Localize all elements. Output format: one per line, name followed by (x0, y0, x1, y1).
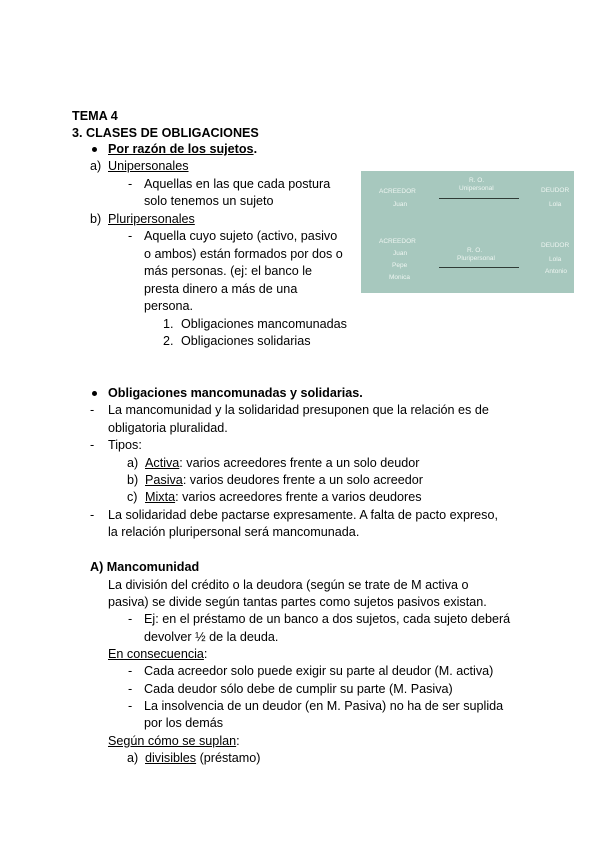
dash-marker: - (128, 699, 133, 713)
diagram-deudor-label: DEUDOR (541, 187, 570, 194)
dash-marker: - (90, 438, 95, 452)
diagram-name: Juan (393, 250, 408, 257)
diagram-name: Antonio (545, 268, 568, 275)
pluripersonales-desc: o ambos) están formados por dos o (144, 247, 343, 261)
list-marker: a) (127, 751, 139, 765)
tipo-item-pasiva: Pasiva: varios deudores frente a un solo acreedor (145, 473, 423, 487)
consecuencia-label: En consecuencia: (108, 647, 208, 661)
tipo-item-mixta: Mixta: varios acreedores frente a varios deudores (145, 490, 422, 504)
diagram-type-label: Pluripersonal (457, 255, 495, 262)
divisibles-item: divisibles (préstamo) (145, 751, 261, 765)
diagram-deudor-label: DEUDOR (541, 242, 570, 249)
list-marker: a) (127, 456, 139, 470)
bullet-icon (92, 147, 97, 152)
dash-marker: - (128, 612, 133, 626)
diagram-relation-line (439, 198, 519, 199)
mancomunadas-heading: Obligaciones mancomunadas y solidarias. (108, 386, 363, 400)
numbered-marker: 1. (163, 317, 174, 331)
pluripersonales-desc: más personas. (ej: el banco le (144, 264, 313, 278)
paragraph-line: La división del crédito o la deudora (según se trate de M activa o (108, 578, 469, 592)
list-marker: b) (90, 212, 102, 226)
list-marker: b) (127, 473, 139, 487)
diagram-type-label: Unipersonal (459, 185, 494, 192)
consecuencia-item: Cada acreedor solo puede exigir su parte al deudor (M. activa) (144, 664, 494, 678)
suplan-label: Según cómo se suplan: (108, 734, 240, 748)
unipersonales-desc: Aquellas en las que cada postura (144, 177, 331, 191)
diagram-acreedor-label: ACREEDOR (379, 238, 416, 245)
unipersonales-desc: solo tenemos un sujeto (144, 194, 274, 208)
pluripersonales-desc: persona. (144, 299, 194, 313)
dash-marker: - (128, 229, 133, 243)
tipos-label: Tipos: (108, 438, 142, 452)
consecuencia-item-continued: por los demás (144, 716, 224, 730)
example-line: devolver ½ de la deuda. (144, 630, 279, 644)
unipersonales-label: Unipersonales (108, 159, 189, 173)
consecuencia-item: Cada deudor sólo debe de cumplir su parte (M. Pasiva) (144, 682, 453, 696)
tipo-item-activa: Activa: varios acreedores frente a un solo deudor (145, 456, 420, 470)
diagram-name: Lola (549, 256, 562, 263)
consecuencia-item: La insolvencia de un deudor (en M. Pasiva) no ha de ser suplida (144, 699, 504, 713)
dash-marker: - (90, 403, 95, 417)
list-marker: a) (90, 159, 102, 173)
list-marker: c) (127, 490, 138, 504)
paragraph-line: La solidaridad debe pactarse expresamente. A falta de pacto expreso, (108, 508, 498, 522)
numbered-item: Obligaciones mancomunadas (181, 317, 347, 331)
paragraph-line: La mancomunidad y la solidaridad presuponen que la relación es de (108, 403, 489, 417)
pluripersonales-desc: presta dinero a más de una (144, 282, 298, 296)
paragraph-line: pasiva) se divide según tantas partes como sujetos pasivos existan. (108, 595, 487, 609)
pluripersonales-desc: Aquella cuyo sujeto (activo, pasivo (144, 229, 338, 243)
paragraph-line: la relación pluripersonal será mancomunada. (108, 525, 360, 539)
dash-marker: - (128, 664, 133, 678)
section-heading: 3. CLASES DE OBLIGACIONES (72, 126, 259, 140)
dash-marker: - (128, 177, 133, 191)
mancomunidad-heading: A) Mancomunidad (90, 560, 200, 574)
bullet-icon (92, 391, 97, 396)
pluripersonales-label: Pluripersonales (108, 212, 195, 226)
diagram-ro-label: R. O. (467, 247, 483, 254)
numbered-marker: 2. (163, 334, 174, 348)
diagram-acreedor-label: ACREEDOR (379, 188, 416, 195)
diagram-relation-line (439, 267, 519, 268)
diagram-name: Pepe (392, 262, 408, 269)
example-line: Ej: en el préstamo de un banco a dos sujetos, cada sujeto deberá (144, 612, 511, 626)
diagram-name: Monica (389, 274, 410, 281)
diagram-ro-label: R. O. (469, 177, 485, 184)
dash-marker: - (128, 682, 133, 696)
dash-marker: - (90, 508, 95, 522)
paragraph-line: obligatoria pluralidad. (108, 421, 228, 435)
por-razon-heading: Por razón de los sujetos. (108, 142, 258, 156)
diagram-name: Juan (393, 201, 408, 208)
obligation-diagram (361, 171, 574, 293)
tema-heading: TEMA 4 (72, 109, 118, 123)
numbered-item: Obligaciones solidarias (181, 334, 311, 348)
diagram-name: Lola (549, 201, 562, 208)
